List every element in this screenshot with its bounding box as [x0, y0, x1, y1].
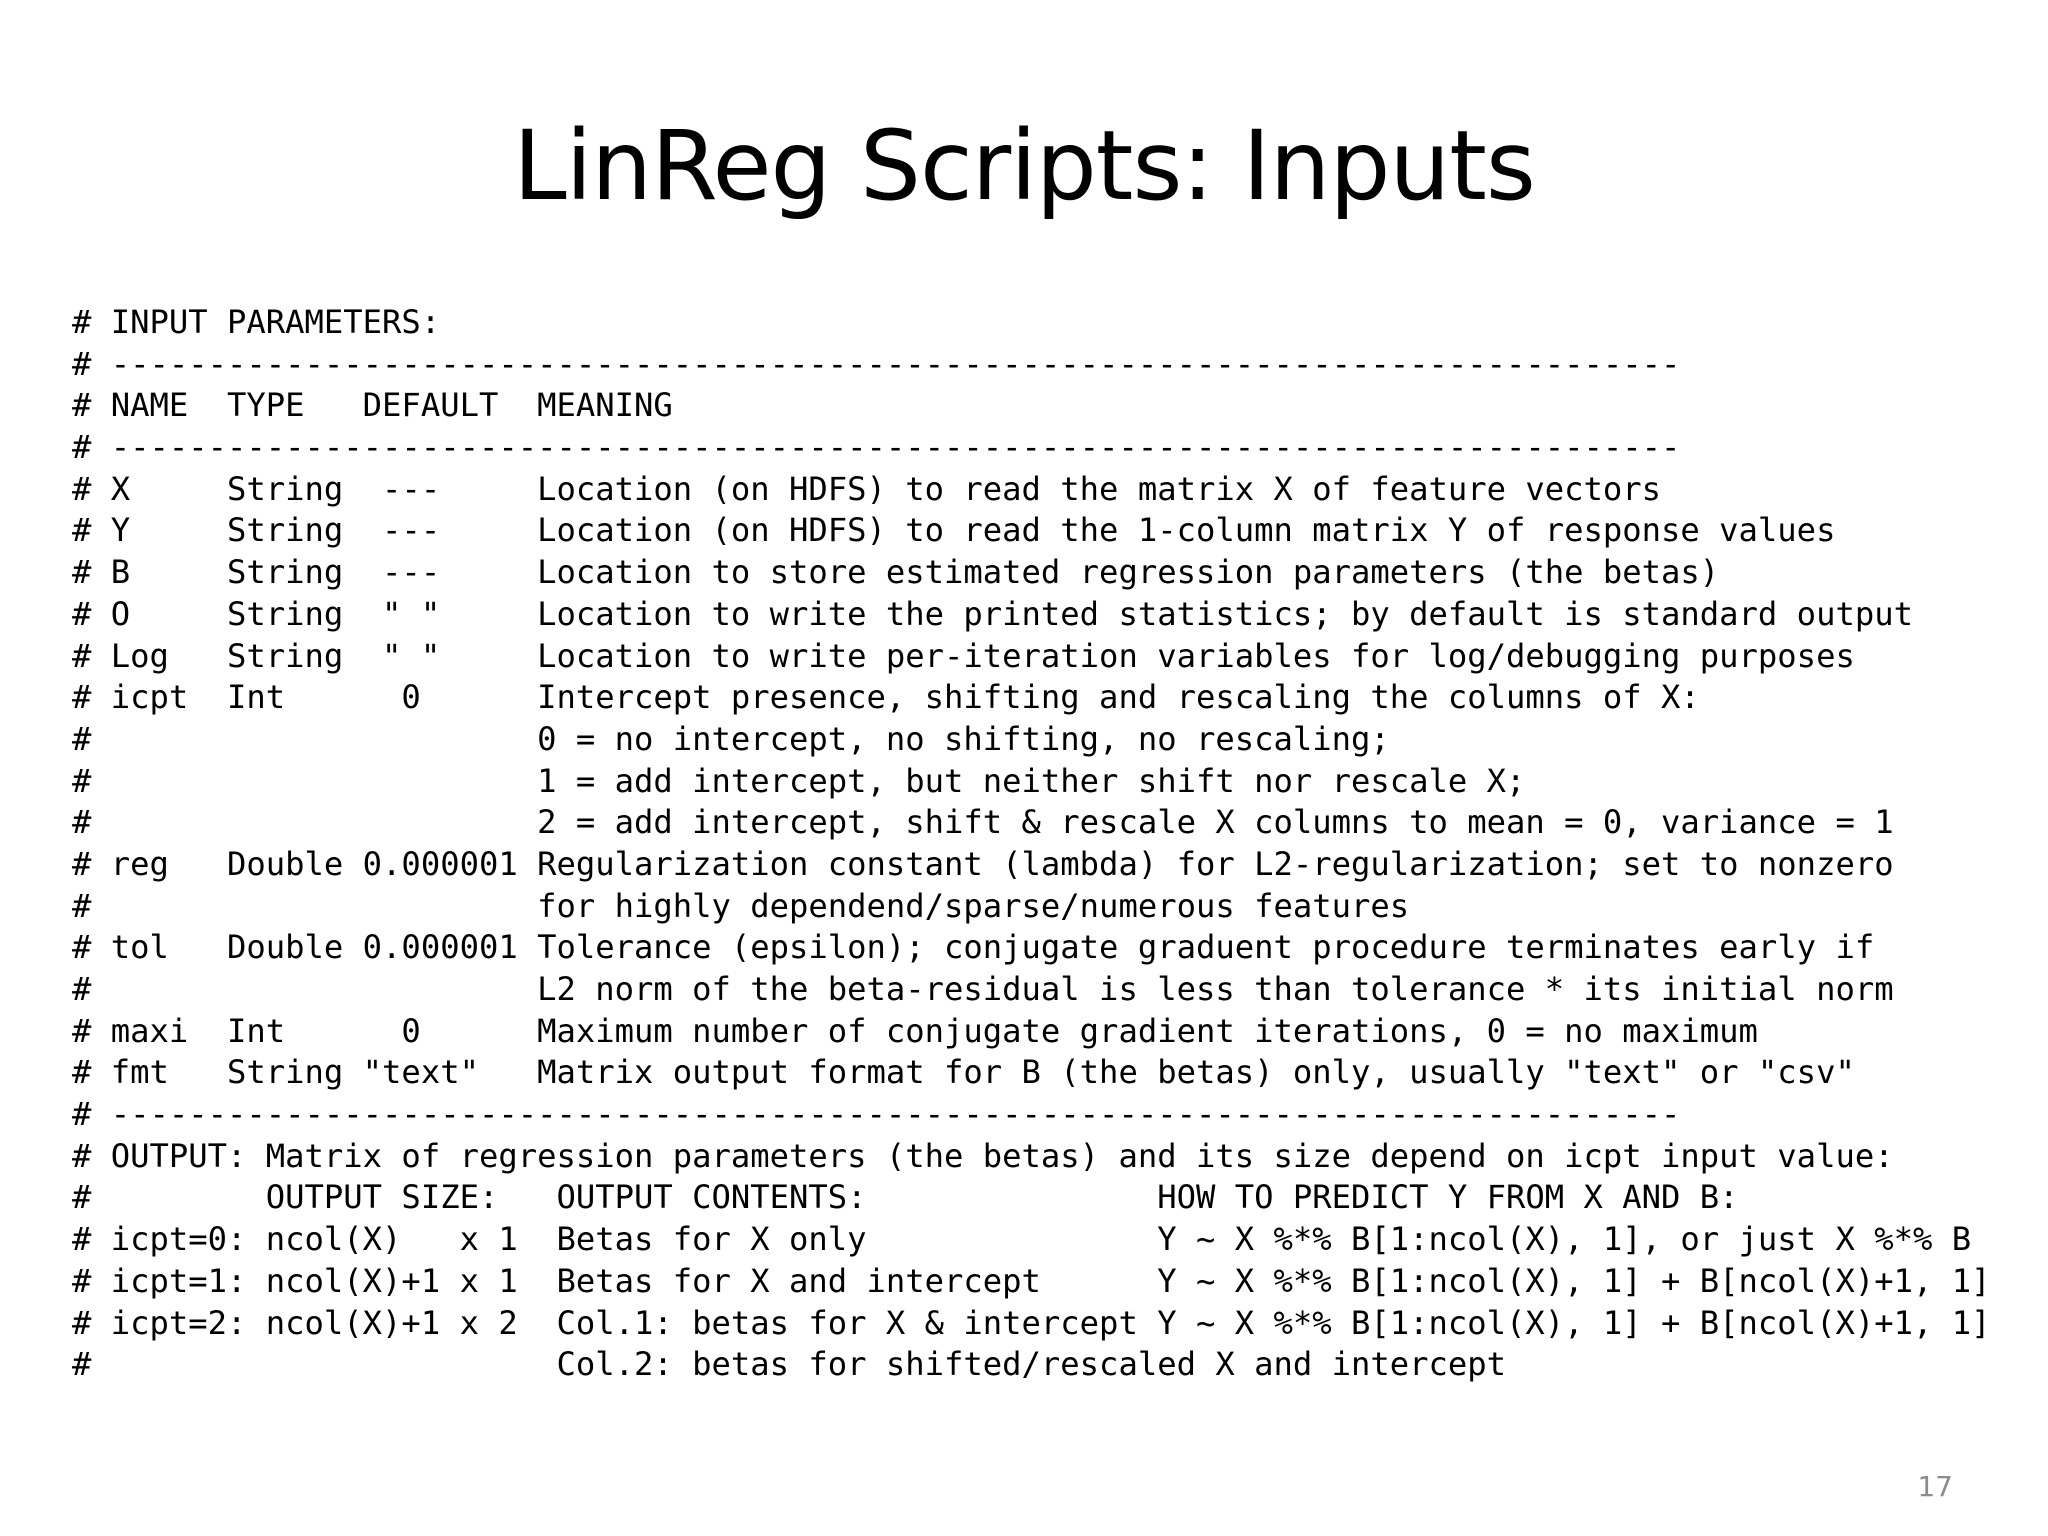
code-line: # ---------------------------------------------------------------------------------	[72, 428, 1681, 467]
code-line: # for highly dependend/sparse/numerous features	[72, 886, 1410, 925]
page-number: 17	[1917, 1470, 1953, 1503]
code-line: # tol Double 0.000001 Tolerance (epsilon); conjugate graduent procedure terminates early if	[72, 928, 1875, 967]
code-line: # icpt=1: ncol(X)+1 x 1 Betas for X and intercept Y ~ X %*% B[1:ncol(X), 1] + B[ncol(X)+1, 1]	[72, 1261, 1991, 1300]
code-line: # O String " " Location to write the printed statistics; by default is standard output	[72, 594, 1913, 633]
code-line: # 2 = add intercept, shift & rescale X columns to mean = 0, variance = 1	[72, 803, 1894, 842]
code-line: # OUTPUT SIZE: OUTPUT CONTENTS: HOW TO PREDICT Y FROM X AND B:	[72, 1178, 1739, 1217]
code-line: # 0 = no intercept, no shifting, no rescaling;	[72, 719, 1390, 758]
code-line: # fmt String "text" Matrix output format for B (the betas) only, usually "text" or "csv"	[72, 1053, 1855, 1092]
code-line: # INPUT PARAMETERS:	[72, 303, 441, 341]
code-line: # Log String " " Location to write per-iteration variables for log/debugging purposes	[72, 636, 1855, 675]
code-line: # reg Double 0.000001 Regularization constant (lambda) for L2-regularization; set to nonzero	[72, 844, 1894, 883]
code-line: # icpt=0: ncol(X) x 1 Betas for X only Y ~ X %*% B[1:ncol(X), 1], or just X %*% B	[72, 1220, 1972, 1259]
code-line: # 1 = add intercept, but neither shift nor rescale X;	[72, 761, 1526, 800]
code-line: # ---------------------------------------------------------------------------------	[72, 1095, 1681, 1134]
code-block	[72, 302, 2032, 1386]
code-line: # Col.2: betas for shifted/rescaled X and intercept	[72, 1345, 1507, 1384]
code-line: # icpt Int 0 Intercept presence, shifting and rescaling the columns of X:	[72, 678, 1700, 717]
code-line: # B String --- Location to store estimated regression parameters (the betas)	[72, 553, 1720, 592]
code-line: # X String --- Location (on HDFS) to read the matrix X of feature vectors	[72, 469, 1662, 508]
code-line: # ---------------------------------------------------------------------------------	[72, 344, 1681, 383]
code-line: # NAME TYPE DEFAULT MEANING	[72, 386, 673, 425]
code-line: # OUTPUT: Matrix of regression parameters (the betas) and its size depend on icpt input value:	[72, 1136, 1894, 1175]
code-line: # icpt=2: ncol(X)+1 x 2 Col.1: betas for X & intercept Y ~ X %*% B[1:ncol(X), 1] + B[ncol(X)+1, 1]	[72, 1303, 1991, 1342]
code-line: # Y String --- Location (on HDFS) to read the 1-column matrix Y of response values	[72, 511, 1836, 550]
code-line: # L2 norm of the beta-residual is less than tolerance * its initial norm	[72, 970, 1894, 1008]
code-line: # maxi Int 0 Maximum number of conjugate gradient iterations, 0 = no maximum	[72, 1011, 1758, 1050]
slide-title: LinReg Scripts: Inputs	[513, 110, 1535, 222]
